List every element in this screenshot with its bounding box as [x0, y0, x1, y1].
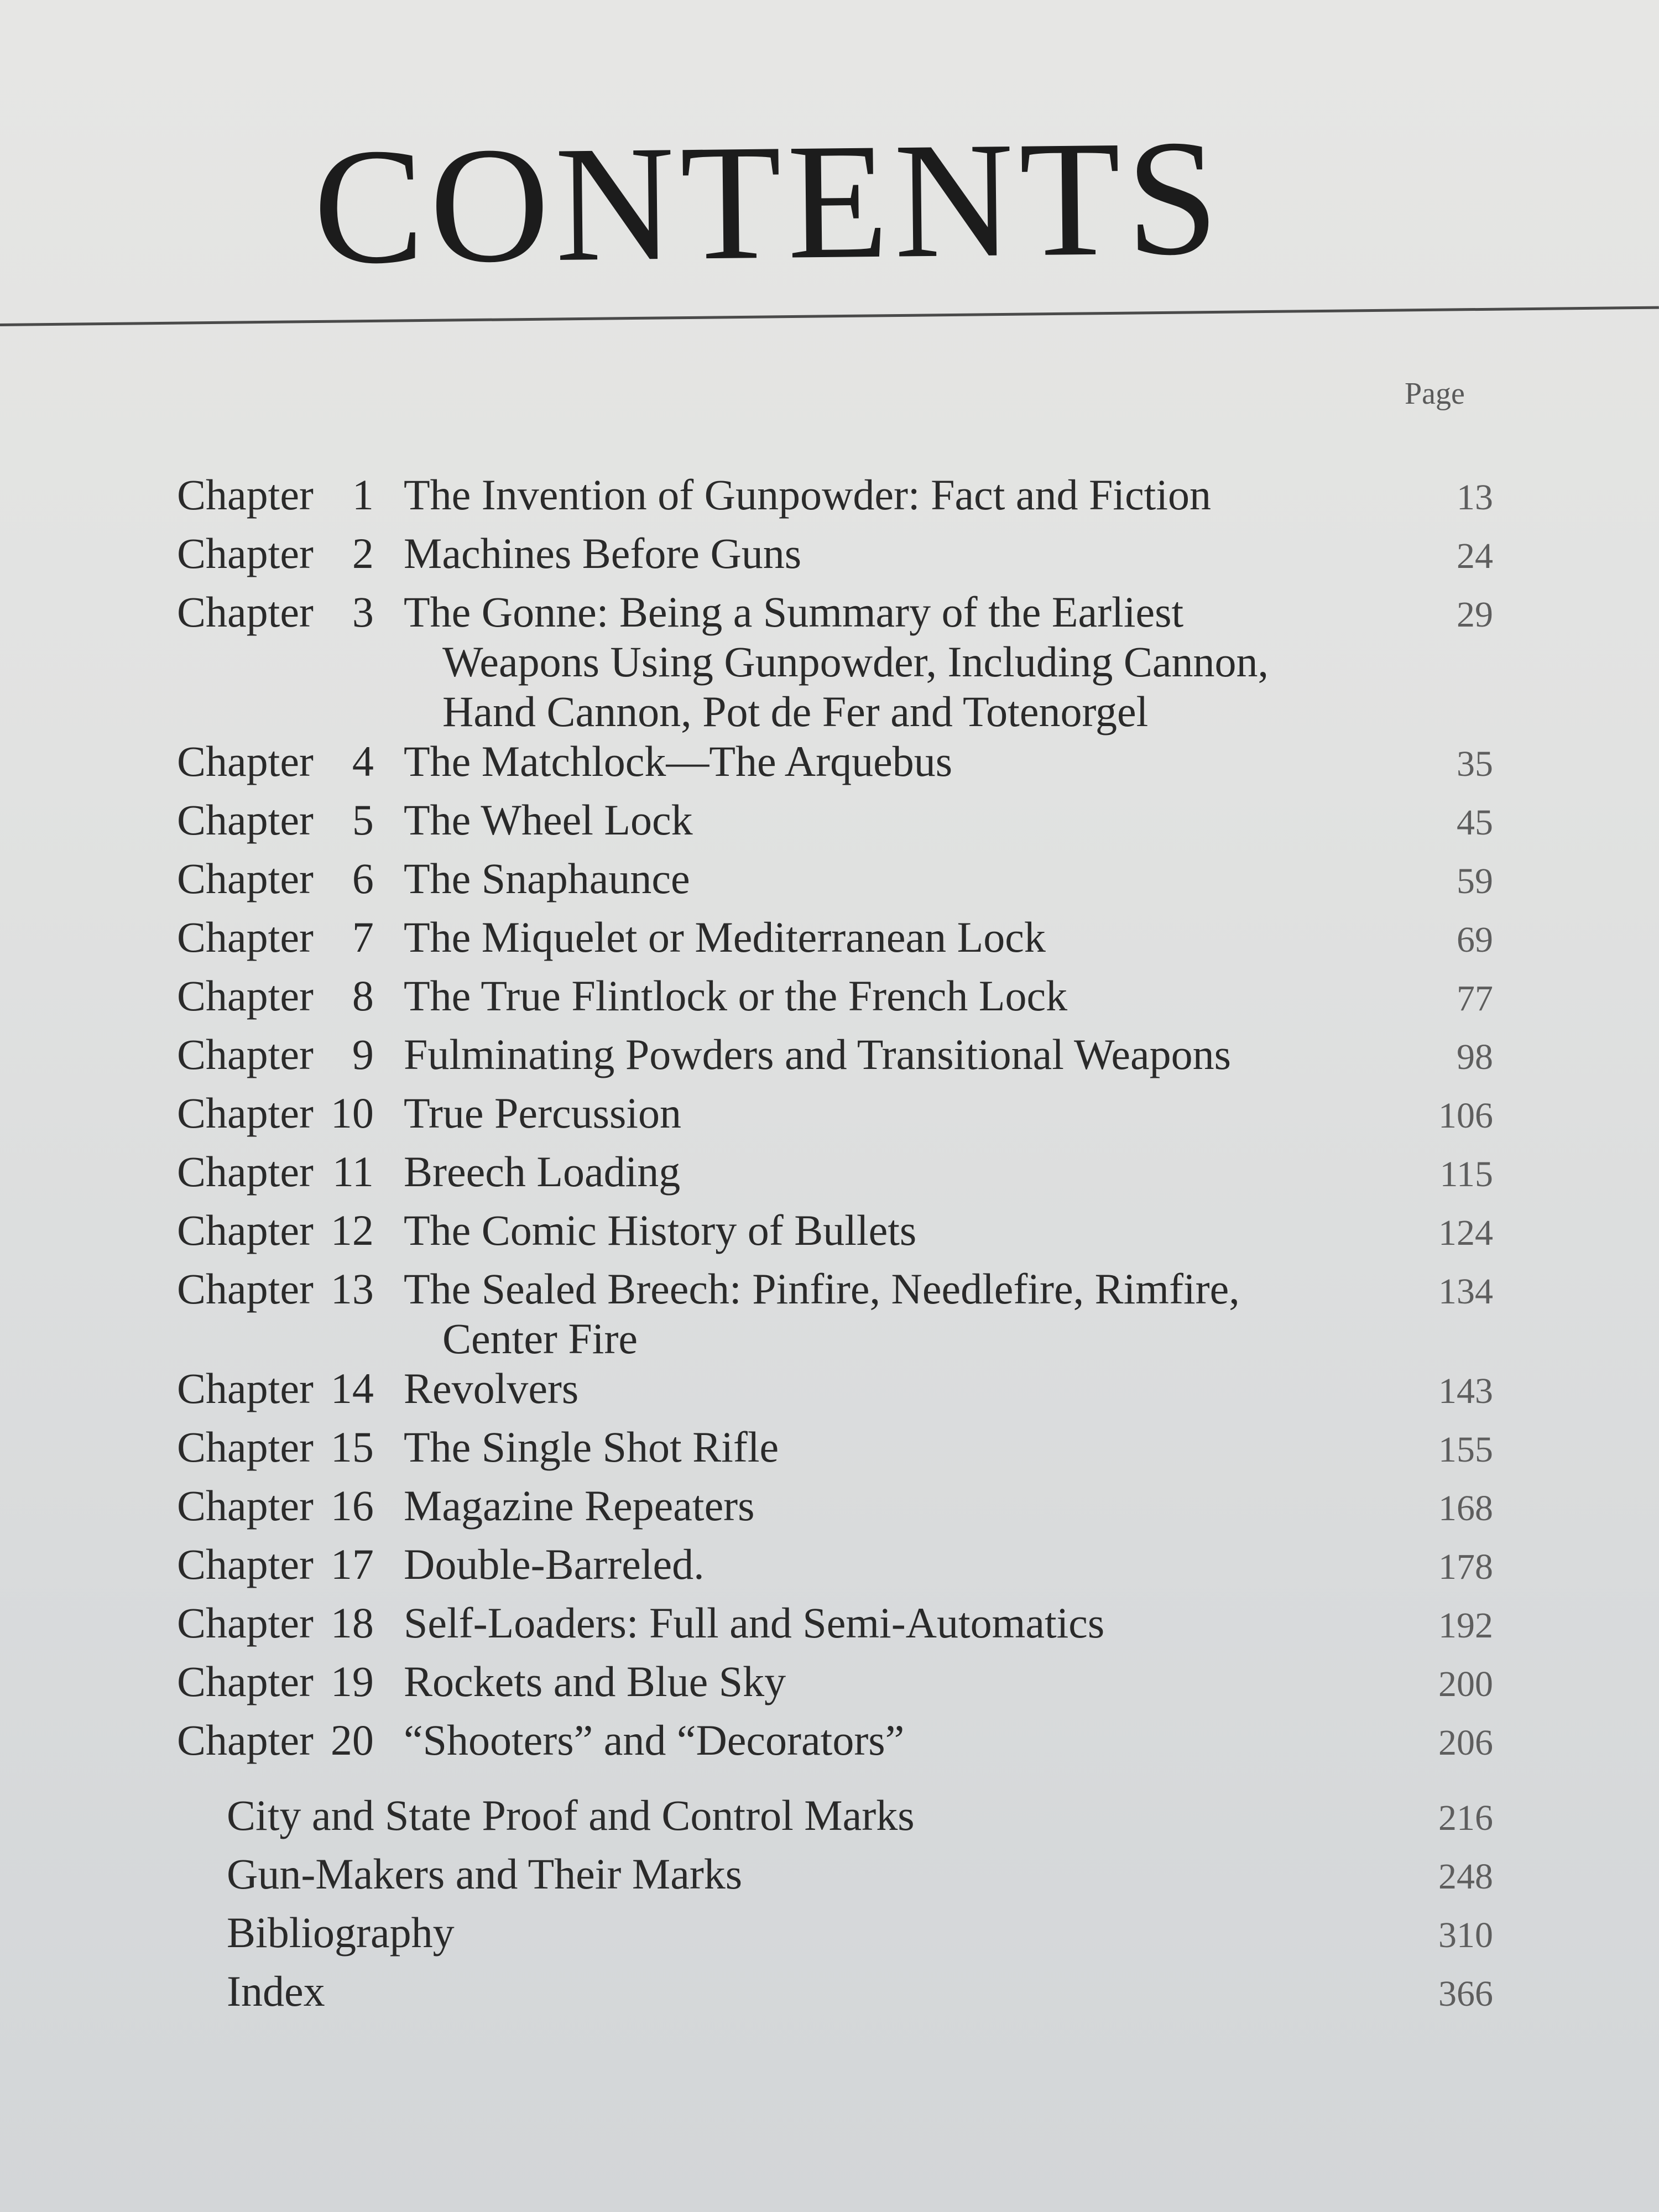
chapter-word: Chapter — [177, 588, 314, 636]
chapter-index: 1 — [352, 471, 374, 519]
chapter-index: 17 — [330, 1540, 374, 1588]
chapter-title-line: Magazine Repeaters — [404, 1481, 755, 1530]
chapter-title-line: Fulminating Powders and Transitional Weapons — [404, 1030, 1231, 1078]
page-number: 124 — [1438, 1213, 1493, 1253]
toc-entry — [177, 1422, 1493, 1481]
chapter-number — [177, 1481, 404, 1531]
chapter-number — [177, 1030, 404, 1079]
chapter-title — [404, 1657, 1405, 1707]
chapter-number — [177, 795, 404, 845]
chapter-title-line: The Comic History of Bullets — [404, 1206, 917, 1254]
chapter-title — [404, 1598, 1405, 1648]
chapter-word: Chapter — [177, 1147, 314, 1196]
chapter-title-line: True Percussion — [404, 1089, 681, 1137]
chapter-title-line: Revolvers — [404, 1364, 579, 1412]
toc-entry — [177, 1088, 1493, 1147]
page-number: 106 — [1438, 1095, 1493, 1136]
chapter-title — [404, 1206, 1405, 1255]
chapter-title — [404, 1030, 1405, 1079]
title-rule — [0, 306, 1659, 326]
chapter-title — [404, 737, 1405, 786]
page-column-heading: Page — [1405, 377, 1465, 411]
chapter-number — [177, 1657, 404, 1707]
chapter-title-line: The True Flintlock or the French Lock — [404, 972, 1068, 1020]
page-number: 168 — [1438, 1488, 1493, 1528]
toc-entry — [177, 529, 1493, 587]
chapter-title — [404, 1481, 1405, 1531]
toc-entry — [177, 912, 1493, 971]
chapter-word: Chapter — [177, 1423, 314, 1471]
back-matter-entry — [177, 1849, 1493, 1908]
chapter-title-line: Self-Loaders: Full and Semi-Automatics — [404, 1599, 1105, 1647]
page-number: 69 — [1457, 920, 1493, 960]
chapter-index: 6 — [352, 854, 374, 902]
page-number: 29 — [1457, 594, 1493, 635]
back-matter-title: Bibliography — [227, 1908, 455, 1957]
toc-entry — [177, 795, 1493, 854]
chapter-title-line: Hand Cannon, Pot de Fer and Totenorgel — [442, 687, 1149, 735]
back-matter-title: City and State Proof and Control Marks — [227, 1791, 915, 1839]
chapter-title — [404, 470, 1405, 520]
chapter-word: Chapter — [177, 1540, 314, 1588]
toc-entry — [177, 1364, 1493, 1422]
chapter-word: Chapter — [177, 913, 314, 961]
chapter-title-line: The Single Shot Rifle — [404, 1423, 779, 1471]
chapter-title-line: The Matchlock—The Arquebus — [404, 737, 953, 785]
chapter-number — [177, 1088, 404, 1138]
toc-entry — [177, 1481, 1493, 1540]
page-number: 143 — [1438, 1371, 1493, 1411]
chapter-title — [404, 1264, 1405, 1364]
toc-entry — [177, 1147, 1493, 1206]
chapter-word: Chapter — [177, 1206, 314, 1254]
page-number: 45 — [1457, 802, 1493, 843]
toc-entry — [177, 854, 1493, 912]
chapter-title-line: The Invention of Gunpowder: Fact and Fiction — [404, 471, 1212, 519]
chapter-index: 15 — [330, 1423, 374, 1471]
page-number: 248 — [1438, 1856, 1493, 1897]
chapter-number — [177, 1206, 404, 1255]
toc-entry — [177, 1264, 1493, 1364]
chapter-index: 10 — [330, 1089, 374, 1137]
chapter-word: Chapter — [177, 1599, 314, 1647]
chapter-word: Chapter — [177, 471, 314, 519]
chapter-word: Chapter — [177, 1265, 314, 1313]
chapter-word: Chapter — [177, 1657, 314, 1705]
back-matter-entry — [177, 1908, 1493, 1966]
chapter-title-line: Weapons Using Gunpowder, Including Cannon, — [442, 638, 1269, 686]
chapter-title — [404, 1147, 1405, 1197]
toc-entry — [177, 587, 1493, 737]
chapter-index: 9 — [352, 1030, 374, 1078]
chapter-title-line: The Wheel Lock — [404, 796, 693, 844]
chapter-index: 19 — [330, 1657, 374, 1705]
chapter-word: Chapter — [177, 737, 314, 785]
chapter-index: 2 — [352, 529, 374, 577]
toc-entry — [177, 737, 1493, 795]
back-matter-entry — [177, 1966, 1493, 2025]
chapter-index: 18 — [330, 1599, 374, 1647]
chapter-number — [177, 1364, 404, 1413]
chapter-word: Chapter — [177, 1481, 314, 1530]
page-number: 98 — [1457, 1037, 1493, 1077]
chapter-word: Chapter — [177, 1364, 314, 1412]
chapter-list — [177, 470, 1493, 1774]
chapter-index: 12 — [330, 1206, 374, 1254]
chapter-index: 3 — [352, 588, 374, 636]
chapter-word: Chapter — [177, 529, 314, 577]
chapter-index: 5 — [352, 796, 374, 844]
chapter-title-line: The Snaphaunce — [404, 854, 690, 902]
toc-entry — [177, 971, 1493, 1030]
chapter-word: Chapter — [177, 854, 314, 902]
chapter-title-line: Center Fire — [442, 1314, 638, 1363]
chapter-title — [404, 529, 1405, 578]
page-number: 366 — [1438, 1974, 1493, 2014]
toc-entry — [177, 1206, 1493, 1264]
toc-entry — [177, 1598, 1493, 1657]
page-number: 77 — [1457, 978, 1493, 1019]
toc-entry — [177, 1030, 1493, 1088]
chapter-number — [177, 1598, 404, 1648]
chapter-index: 13 — [330, 1265, 374, 1313]
chapter-index: 14 — [330, 1364, 374, 1412]
chapter-number — [177, 1422, 404, 1472]
chapter-number — [177, 1264, 404, 1314]
chapter-title — [404, 1540, 1405, 1589]
chapter-title-line: The Miquelet or Mediterranean Lock — [404, 913, 1046, 961]
page-number: 192 — [1438, 1605, 1493, 1646]
page-number: 115 — [1439, 1154, 1493, 1194]
toc-entry — [177, 470, 1493, 529]
page-number: 200 — [1438, 1664, 1493, 1704]
chapter-number — [177, 1540, 404, 1589]
chapter-title — [404, 795, 1405, 845]
chapter-number — [177, 971, 404, 1021]
chapter-index: 16 — [330, 1481, 374, 1530]
page-number: 216 — [1438, 1798, 1493, 1838]
page-number: 59 — [1457, 861, 1493, 901]
page-number: 24 — [1457, 536, 1493, 576]
chapter-title-line: Breech Loading — [404, 1147, 681, 1196]
chapter-number — [177, 529, 404, 578]
back-matter-title: Gun-Makers and Their Marks — [227, 1850, 743, 1898]
back-matter-title: Index — [227, 1967, 325, 2015]
chapter-title — [404, 1422, 1405, 1472]
chapter-number — [177, 587, 404, 637]
chapter-title — [404, 854, 1405, 904]
back-matter-entry — [177, 1791, 1493, 1849]
chapter-index: 8 — [352, 972, 374, 1020]
toc-entry — [177, 1540, 1493, 1598]
toc-entry — [177, 1715, 1493, 1774]
chapter-title — [404, 912, 1405, 962]
page-number: 13 — [1457, 477, 1493, 518]
chapter-number — [177, 1715, 404, 1765]
chapter-index: 11 — [332, 1147, 374, 1196]
chapter-index: 20 — [330, 1716, 374, 1764]
chapter-word: Chapter — [177, 1030, 314, 1078]
page-number: 310 — [1438, 1915, 1493, 1955]
chapter-title-line: “Shooters” and “Decorators” — [404, 1716, 905, 1764]
page-number: 134 — [1438, 1271, 1493, 1312]
chapter-number — [177, 470, 404, 520]
chapter-title — [404, 587, 1405, 737]
chapter-title — [404, 971, 1405, 1021]
toc-entry — [177, 1657, 1493, 1715]
chapter-title-line: Machines Before Guns — [404, 529, 802, 577]
page-number: 206 — [1438, 1723, 1493, 1763]
page-number: 178 — [1438, 1547, 1493, 1587]
chapter-index: 4 — [352, 737, 374, 785]
chapter-number — [177, 737, 404, 786]
page-number: 35 — [1457, 744, 1493, 784]
chapter-title — [404, 1715, 1405, 1765]
chapter-title — [404, 1364, 1405, 1413]
chapter-title — [404, 1088, 1405, 1138]
chapter-index: 7 — [352, 913, 374, 961]
chapter-word: Chapter — [177, 1716, 314, 1764]
chapter-title-line: The Gonne: Being a Summary of the Earliest — [404, 588, 1184, 636]
chapter-word: Chapter — [177, 972, 314, 1020]
chapter-word: Chapter — [177, 1089, 314, 1137]
back-matter-list — [177, 1791, 1493, 2025]
chapter-number — [177, 854, 404, 904]
page-number: 155 — [1438, 1430, 1493, 1470]
chapter-word: Chapter — [177, 796, 314, 844]
chapter-number — [177, 1147, 404, 1197]
chapter-title-line: The Sealed Breech: Pinfire, Needlefire, Rimfire, — [404, 1265, 1240, 1313]
page-title: CONTENTS — [312, 105, 1225, 299]
chapter-title-line: Double-Barreled. — [404, 1540, 705, 1588]
table-of-contents — [177, 470, 1493, 2025]
chapter-number — [177, 912, 404, 962]
chapter-title-line: Rockets and Blue Sky — [404, 1657, 786, 1705]
